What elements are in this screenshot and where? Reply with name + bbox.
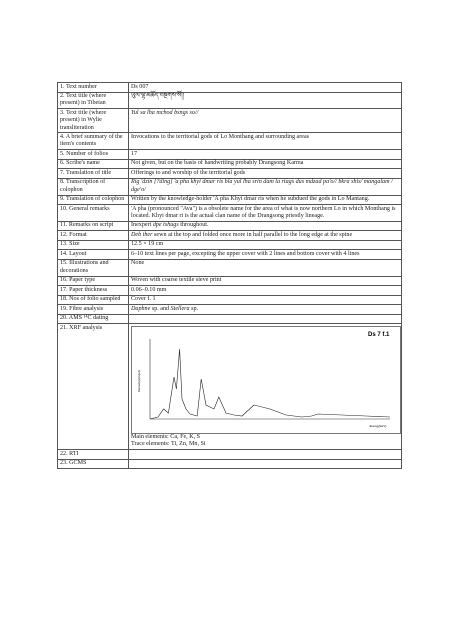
table-row	[58, 314, 402, 324]
row-value	[129, 231, 402, 241]
value-text: 6–10 text lines per page, excepting the upper cover with 2 lines and bottom cover with 4 lines	[131, 250, 360, 257]
value-text: Ds 007	[131, 83, 149, 90]
row-value	[129, 221, 402, 231]
table-row	[58, 109, 402, 133]
row-value	[129, 169, 402, 179]
row-value	[129, 324, 402, 450]
value-text: Written by the knowledge-holder 'A pha Khyi dmar ris when he subdued the gods in Lo Mantang.	[131, 196, 370, 203]
table-row	[58, 231, 402, 241]
value-text: None	[131, 260, 145, 267]
row-value	[129, 195, 402, 205]
row-label: 14. Layout	[58, 250, 129, 260]
y-axis-label: Intensity(cps/μA)	[137, 369, 141, 392]
table-row	[58, 240, 402, 250]
row-label: 20. AMS ¹⁴C dating	[58, 314, 129, 324]
row-label: 9. Translation of colophon	[58, 195, 129, 205]
row-value	[129, 314, 402, 324]
table-row	[58, 259, 402, 276]
table-row	[58, 305, 402, 315]
row-value	[129, 250, 402, 260]
table-row	[58, 459, 402, 469]
table-row	[58, 286, 402, 296]
value-text: Not given, but on the basis of handwriting probably Drangsong Karma	[131, 160, 304, 167]
value-text: sewn at the top and folded once more in half parallel to the long edge at the spine	[152, 231, 353, 238]
italic-term: dpe tshugs	[152, 222, 179, 229]
row-value	[129, 295, 402, 305]
spectrum-line	[150, 349, 390, 419]
table-row	[58, 150, 402, 160]
table-row	[58, 450, 402, 460]
row-label: 11. Remarks on script	[58, 221, 129, 231]
italic-term: Yul sa lha mchod bsngs so//	[131, 109, 199, 116]
row-value	[129, 259, 402, 276]
row-label: 6. Scribe's name	[58, 159, 129, 169]
row-label: 4. A brief summary of the item's contents	[58, 133, 129, 150]
table-row	[58, 195, 402, 205]
value-text: 'A pha (pronounced "Ava") is a obsolete name for the area of what is now northern Lo in which Monthang is located. Khyi dmar ri is the actual clan name of the Drangsong priestly lineage.	[131, 205, 396, 219]
table-row	[58, 178, 402, 195]
row-label: 10. General remarks	[58, 205, 129, 222]
row-label: 17. Paper thickness	[58, 286, 129, 296]
row-label: 23. GCMS	[58, 459, 129, 469]
row-value	[129, 205, 402, 222]
row-value	[129, 450, 402, 460]
row-value	[129, 305, 402, 315]
row-label: 12. Format	[58, 231, 129, 241]
row-label: 19. Fibre analysis	[58, 305, 129, 315]
row-label: 5. Number of folios	[58, 150, 129, 160]
sample-label: Ds 7 f.1	[368, 331, 390, 338]
row-label: 16. Paper type	[58, 276, 129, 286]
table-row	[58, 250, 402, 260]
main-elements: Main elements: Ca, Fe, K, S	[131, 433, 201, 440]
table-row	[58, 324, 402, 450]
row-value	[129, 159, 402, 169]
value-text: 0.06–0.10 mm	[131, 286, 167, 293]
table-row	[58, 83, 402, 93]
table-row	[58, 169, 402, 179]
row-label: 13. Size	[58, 240, 129, 250]
value-text: Woven with coarse textile sieve print	[131, 277, 222, 284]
value-text: Offerings to and worship of the territorial gods	[131, 169, 246, 176]
value-text: Inexpert	[131, 222, 153, 229]
row-label: 2. Text title (where present) in Tibetan	[58, 92, 129, 109]
row-value	[129, 240, 402, 250]
table-row	[58, 276, 402, 286]
row-value	[129, 150, 402, 160]
value-text: 17	[131, 150, 138, 157]
value-text: Cover f. 1	[131, 296, 156, 303]
metadata-table	[57, 82, 402, 469]
table-row	[58, 295, 402, 305]
table-row	[58, 221, 402, 231]
italic-term: Rig 'dzin [?ding] 'a pha khyi dmar ris bla yul lha srin dam la rtags dus mdzad pa'o// bkra shis/ mangalam / dge'o/	[131, 179, 393, 193]
value-text: throughout.	[178, 222, 209, 229]
row-value	[129, 459, 402, 469]
table-row	[58, 159, 402, 169]
row-label: 22. RTI	[58, 450, 129, 460]
italic-term: Daphne	[131, 305, 151, 312]
xrf-chart	[131, 326, 401, 434]
row-label: 1. Text number	[58, 83, 129, 93]
row-label: 15. Illustrations and decorations	[58, 259, 129, 276]
x-axis-label: Energy(keV)	[369, 423, 387, 428]
row-label: 21. XRF analysis	[58, 324, 129, 450]
row-value	[129, 133, 402, 150]
trace-elements: Trace elements: Ti, Zn, Mn, Si	[131, 441, 206, 448]
value-text: sp. and	[150, 305, 171, 312]
row-value	[129, 92, 402, 109]
table-row	[58, 205, 402, 222]
row-label: 8. Transcription of colophon	[58, 178, 129, 195]
value-text: 12.5 × 19 cm	[131, 241, 164, 248]
table-row	[58, 133, 402, 150]
row-label: 3. Text title (where present) in Wylie transliteration	[58, 109, 129, 133]
xrf-spectrum-plot	[132, 327, 400, 433]
value-text: ཡུལ་ལྷ་མཆོད་བསྔགས་སོ།།	[131, 93, 184, 100]
row-value	[129, 276, 402, 286]
table-row	[58, 92, 402, 109]
italic-term: Stellera	[170, 305, 190, 312]
italic-term: Deb ther	[131, 231, 153, 238]
value-text: Invocations to the territorial gods of Lo Monthang and surrounding areas	[131, 134, 310, 141]
row-value	[129, 109, 402, 133]
row-label: 7. Translation of title	[58, 169, 129, 179]
row-label: 18. Nos of folio sampled	[58, 295, 129, 305]
row-value	[129, 178, 402, 195]
row-value	[129, 286, 402, 296]
row-value	[129, 83, 402, 93]
value-text: sp.	[189, 305, 199, 312]
